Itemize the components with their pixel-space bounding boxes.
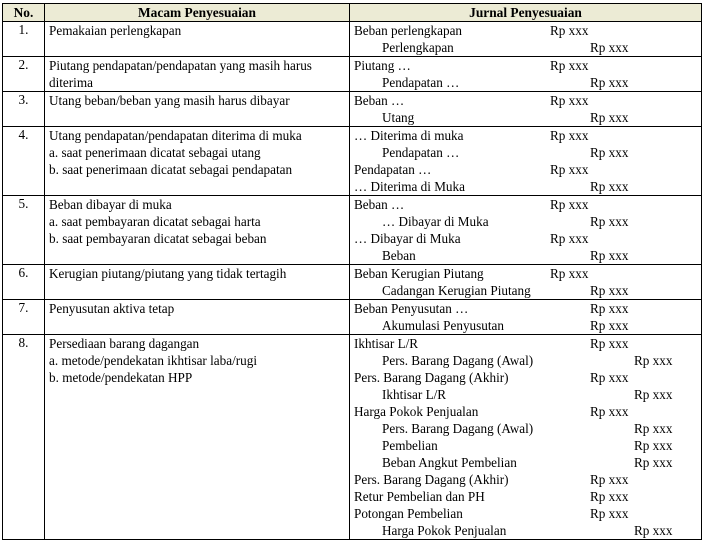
journal-amount: Rp xxx	[550, 162, 589, 177]
journal-line	[354, 386, 701, 403]
adjustment-description-line: Utang pendapatan/pendapatan diterima di muka	[49, 128, 302, 143]
header-macam: Macam Penyesuaian	[45, 4, 350, 22]
journal-account: Beban Penyusutan …	[354, 301, 469, 316]
adjustment-description-line: Kerugian piutang/piutang yang tidak tertagih	[49, 266, 287, 281]
adjustment-type	[45, 57, 350, 92]
table-row	[3, 127, 702, 196]
journal-account: … Diterima di Muka	[354, 179, 465, 194]
journal-line	[354, 335, 701, 352]
journal-account: Ikhtisar L/R	[354, 336, 419, 351]
journal-entries	[350, 57, 702, 92]
journal-account: Beban …	[354, 93, 405, 108]
adjustment-type	[45, 196, 350, 265]
row-number: 7.	[3, 300, 45, 335]
journal-amount: Rp xxx	[590, 110, 629, 125]
journal-line	[354, 317, 701, 334]
journal-line	[354, 178, 701, 195]
adjustment-type	[45, 265, 350, 300]
journal-entries	[350, 265, 702, 300]
journal-amount: Rp xxx	[590, 336, 629, 351]
journal-account: Cadangan Kerugian Piutang	[382, 283, 531, 298]
journal-amount: Rp xxx	[550, 128, 589, 143]
journal-amount: Rp xxx	[550, 93, 589, 108]
journal-account: Utang	[382, 110, 415, 125]
header-row	[3, 4, 702, 22]
journal-line	[354, 57, 701, 74]
journal-amount: Rp xxx	[590, 214, 629, 229]
adjustment-type	[45, 300, 350, 335]
journal-line	[354, 522, 701, 539]
journal-amount: Rp xxx	[590, 489, 629, 504]
journal-account: Harga Pokok Penjualan	[382, 523, 507, 538]
adjustment-description-line: a. saat penerimaan dicatat sebagai utang	[49, 145, 261, 160]
journal-account: Pers. Barang Dagang (Akhir)	[354, 472, 509, 487]
journal-account: Retur Pembelian dan PH	[354, 489, 485, 504]
journal-amount: Rp xxx	[590, 40, 629, 55]
journal-line	[354, 488, 701, 505]
adjustment-description-line: Pemakaian perlengkapan	[49, 23, 182, 38]
journal-account: Potongan Pembelian	[354, 506, 463, 521]
journal-line	[354, 92, 701, 109]
journal-line	[354, 471, 701, 488]
journal-line	[354, 369, 701, 386]
journal-amount: Rp xxx	[550, 58, 589, 73]
journal-line	[354, 454, 701, 471]
row-number: 4.	[3, 127, 45, 196]
journal-account: Beban perlengkapan	[354, 23, 463, 38]
journal-line	[354, 352, 701, 369]
journal-line	[354, 403, 701, 420]
table-row	[3, 57, 702, 92]
table-row	[3, 22, 702, 57]
adjustment-description-line: Utang beban/beban yang masih harus dibayar	[49, 93, 290, 108]
adjustment-description-line: b. saat pembayaran dicatat sebagai beban	[49, 231, 267, 246]
table-row	[3, 265, 702, 300]
journal-amount: Rp xxx	[590, 283, 629, 298]
journal-line	[354, 300, 701, 317]
adjustment-description-line: Beban dibayar di muka	[49, 197, 172, 212]
journal-account: Beban Kerugian Piutang	[354, 266, 484, 281]
journal-account: Piutang …	[354, 58, 411, 73]
adjustment-description-line: b. saat penerimaan dicatat sebagai pendapatan	[49, 162, 293, 177]
row-number: 8.	[3, 335, 45, 540]
journal-amount: Rp xxx	[590, 370, 629, 385]
journal-amount: Rp xxx	[590, 472, 629, 487]
adjustment-type	[45, 335, 350, 540]
journal-account: Beban Angkut Pembelian	[382, 455, 517, 470]
journal-line	[354, 505, 701, 522]
journal-account: … Dibayar di Muka	[354, 231, 461, 246]
journal-line	[354, 39, 701, 56]
journal-entries	[350, 127, 702, 196]
journal-line	[354, 247, 701, 264]
journal-account: Akumulasi Penyusutan	[382, 318, 504, 333]
journal-account: … Dibayar di Muka	[382, 214, 489, 229]
journal-line	[354, 230, 701, 247]
journal-account: Pers. Barang Dagang (Awal)	[382, 353, 534, 368]
journal-account: Pendapatan …	[354, 162, 432, 177]
journal-account: Pembelian	[382, 438, 438, 453]
header-jurnal: Jurnal Penyesuaian	[350, 4, 702, 22]
journal-amount: Rp xxx	[590, 404, 629, 419]
adjustment-type	[45, 22, 350, 57]
adjusting-entries-table	[2, 3, 702, 540]
table-row	[3, 92, 702, 127]
journal-account: Beban	[382, 248, 416, 263]
row-number: 5.	[3, 196, 45, 265]
journal-line	[354, 196, 701, 213]
journal-account: Pers. Barang Dagang (Akhir)	[354, 370, 509, 385]
adjustment-type	[45, 127, 350, 196]
row-number: 6.	[3, 265, 45, 300]
journal-amount: Rp xxx	[550, 23, 589, 38]
journal-entries	[350, 22, 702, 57]
header-no: No.	[3, 4, 45, 22]
journal-amount: Rp xxx	[634, 421, 673, 436]
journal-account: Pendapatan …	[382, 75, 460, 90]
table-row	[3, 335, 702, 540]
journal-account: Harga Pokok Penjualan	[354, 404, 479, 419]
journal-amount: Rp xxx	[550, 197, 589, 212]
journal-entries	[350, 335, 702, 540]
journal-amount: Rp xxx	[590, 248, 629, 263]
journal-line	[354, 437, 701, 454]
adjustment-description-line: Persediaan barang dagangan	[49, 336, 200, 351]
journal-amount: Rp xxx	[590, 318, 629, 333]
adjustment-description-line: a. metode/pendekatan ikhtisar laba/rugi	[49, 353, 257, 368]
journal-amount: Rp xxx	[634, 523, 673, 538]
journal-amount: Rp xxx	[550, 231, 589, 246]
journal-line	[354, 109, 701, 126]
journal-line	[354, 74, 701, 91]
adjustment-description-line: Piutang pendapatan/pendapatan yang masih harus diterima	[49, 58, 312, 90]
journal-entries	[350, 300, 702, 335]
journal-amount: Rp xxx	[634, 387, 673, 402]
journal-entries	[350, 196, 702, 265]
journal-account: Beban …	[354, 197, 405, 212]
journal-amount: Rp xxx	[590, 301, 629, 316]
journal-line	[354, 213, 701, 230]
journal-amount: Rp xxx	[550, 266, 589, 281]
row-number: 2.	[3, 57, 45, 92]
journal-entries	[350, 92, 702, 127]
journal-amount: Rp xxx	[590, 145, 629, 160]
journal-line	[354, 161, 701, 178]
journal-account: Pendapatan …	[382, 145, 460, 160]
journal-line	[354, 22, 701, 39]
row-number: 3.	[3, 92, 45, 127]
journal-amount: Rp xxx	[590, 75, 629, 90]
journal-amount: Rp xxx	[590, 506, 629, 521]
journal-account: … Diterima di muka	[354, 128, 464, 143]
journal-line	[354, 144, 701, 161]
journal-amount: Rp xxx	[590, 179, 629, 194]
row-number: 1.	[3, 22, 45, 57]
journal-line	[354, 420, 701, 437]
table-row	[3, 196, 702, 265]
journal-line	[354, 265, 701, 282]
journal-account: Ikhtisar L/R	[382, 387, 447, 402]
journal-line	[354, 282, 701, 299]
journal-account: Pers. Barang Dagang (Awal)	[382, 421, 534, 436]
journal-amount: Rp xxx	[634, 455, 673, 470]
adjustment-description-line: a. saat pembayaran dicatat sebagai harta	[49, 214, 261, 229]
journal-line	[354, 127, 701, 144]
adjustment-description-line: Penyusutan aktiva tetap	[49, 301, 175, 316]
table-row	[3, 300, 702, 335]
journal-account: Perlengkapan	[382, 40, 454, 55]
journal-amount: Rp xxx	[634, 353, 673, 368]
adjustment-description-line: b. metode/pendekatan HPP	[49, 370, 193, 385]
adjustment-type	[45, 92, 350, 127]
journal-amount: Rp xxx	[634, 438, 673, 453]
